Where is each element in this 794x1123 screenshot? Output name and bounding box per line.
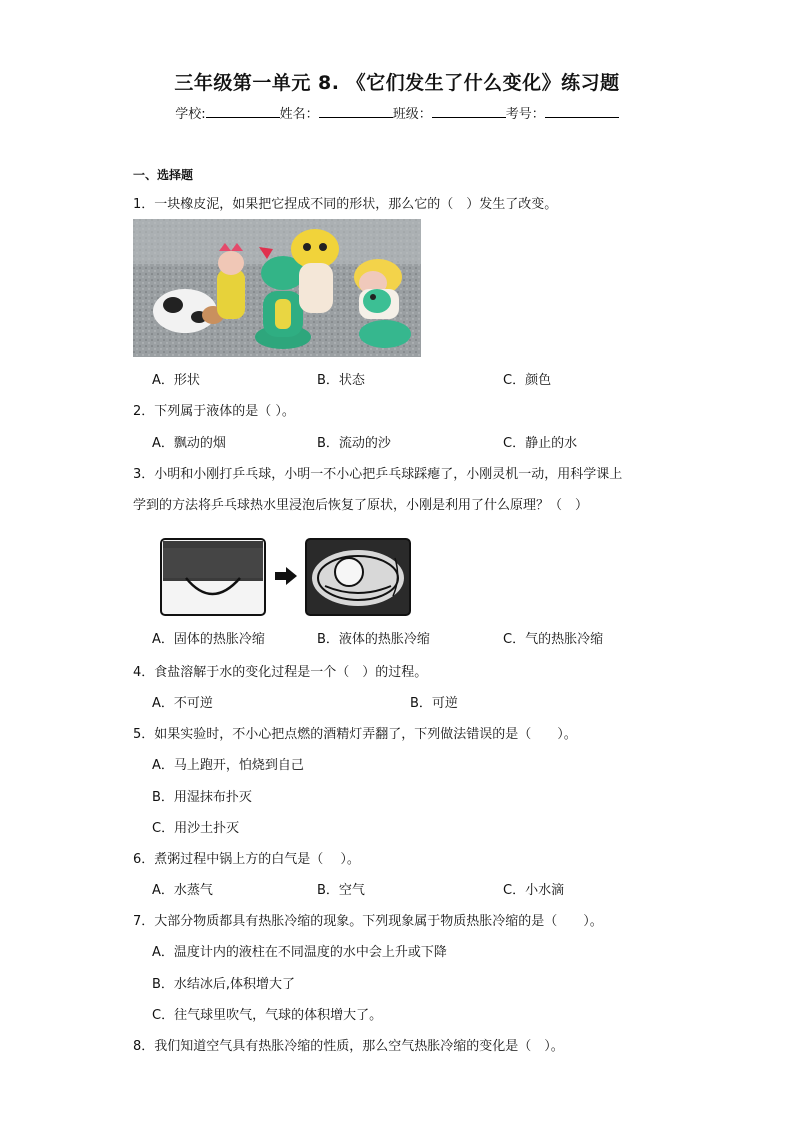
student-info-line bbox=[0, 103, 794, 122]
id-blank[interactable] bbox=[545, 104, 619, 118]
question-1-stem: 1．一块橡皮泥，如果把它捏成不同的形状，那么它的（ ）发生了改变。 bbox=[133, 197, 558, 212]
question-5-option-c[interactable]: C．用沙土扑灭 bbox=[152, 821, 240, 836]
name-label: 姓名： bbox=[279, 107, 319, 122]
clay-figures-photo bbox=[133, 219, 421, 357]
question-5-option-b[interactable]: B．用湿抹布扑灭 bbox=[152, 790, 252, 805]
question-4-option-a[interactable]: A．不可逆 bbox=[152, 696, 213, 711]
question-2-option-c[interactable]: C．静止的水 bbox=[503, 436, 578, 451]
question-7-option-b[interactable]: B．水结冰后,体积增大了 bbox=[152, 977, 296, 992]
question-5-option-a[interactable]: A．马上跑开，怕烧到自己 bbox=[152, 758, 304, 773]
question-4-option-b[interactable]: B．可逆 bbox=[410, 696, 458, 711]
question-7-option-a[interactable]: A．温度计内的液柱在不同温度的水中会上升或下降 bbox=[152, 945, 447, 960]
hot-water-ball-sketch bbox=[305, 538, 411, 616]
question-4-stem: 4．食盐溶解于水的变化过程是一个（ ）的过程。 bbox=[133, 665, 428, 680]
question-6-option-b[interactable]: B．空气 bbox=[317, 883, 365, 898]
question-3-stem-line-1: 3．小明和小刚打乒乓球，小明一不小心把乒乓球踩瘪了，小刚灵机一动，用科学课上 bbox=[133, 467, 623, 482]
question-1-option-b[interactable]: B．状态 bbox=[317, 373, 365, 388]
name-blank[interactable] bbox=[319, 104, 393, 118]
question-2-stem: 2．下列属于液体的是（ ）。 bbox=[133, 404, 295, 419]
question-1-option-a[interactable]: A．形状 bbox=[152, 373, 200, 388]
question-3-option-a[interactable]: A．固体的热胀冷缩 bbox=[152, 632, 265, 647]
dented-ball-sketch bbox=[160, 538, 266, 616]
question-3-stem-line-2: 学到的方法将乒乓球热水里浸泡后恢复了原状，小刚是利用了什么原理？（ ） bbox=[133, 498, 589, 513]
question-3-option-b[interactable]: B．液体的热胀冷缩 bbox=[317, 632, 430, 647]
question-8-stem: 8．我们知道空气具有热胀冷缩的性质，那么空气热胀冷缩的变化是（ ）。 bbox=[133, 1039, 564, 1054]
question-6-option-c[interactable]: C．小水滴 bbox=[503, 883, 565, 898]
question-1-option-c[interactable]: C．颜色 bbox=[503, 373, 552, 388]
section-title: 一、选择题 bbox=[133, 168, 194, 182]
question-7-stem: 7．大部分物质都具有热胀冷缩的现象。下列现象属于物质热胀冷缩的是（ ）。 bbox=[133, 914, 603, 929]
question-3-option-c[interactable]: C．气的热胀冷缩 bbox=[503, 632, 604, 647]
school-blank[interactable] bbox=[206, 104, 280, 118]
question-5-stem: 5．如果实验时，不小心把点燃的酒精灯弄翻了，下列做法错误的是（ ）。 bbox=[133, 727, 577, 742]
school-label: 学校: bbox=[175, 107, 206, 122]
page-title: 三年级第一单元 8. 《它们发生了什么变化》练习题 bbox=[174, 72, 620, 94]
question-6-stem: 6．煮粥过程中锅上方的白气是（ ）。 bbox=[133, 852, 360, 867]
arrow-right-icon bbox=[274, 566, 298, 586]
class-blank[interactable] bbox=[432, 104, 506, 118]
class-label: 班级： bbox=[392, 107, 432, 122]
clay-figures-illustration bbox=[133, 219, 421, 357]
id-label: 考号： bbox=[505, 107, 545, 122]
question-7-option-c[interactable]: C．往气球里吹气，气球的体积增大了。 bbox=[152, 1008, 383, 1023]
question-6-option-a[interactable]: A．水蒸气 bbox=[152, 883, 213, 898]
question-2-option-b[interactable]: B．流动的沙 bbox=[317, 436, 391, 451]
question-2-option-a[interactable]: A．飘动的烟 bbox=[152, 436, 226, 451]
